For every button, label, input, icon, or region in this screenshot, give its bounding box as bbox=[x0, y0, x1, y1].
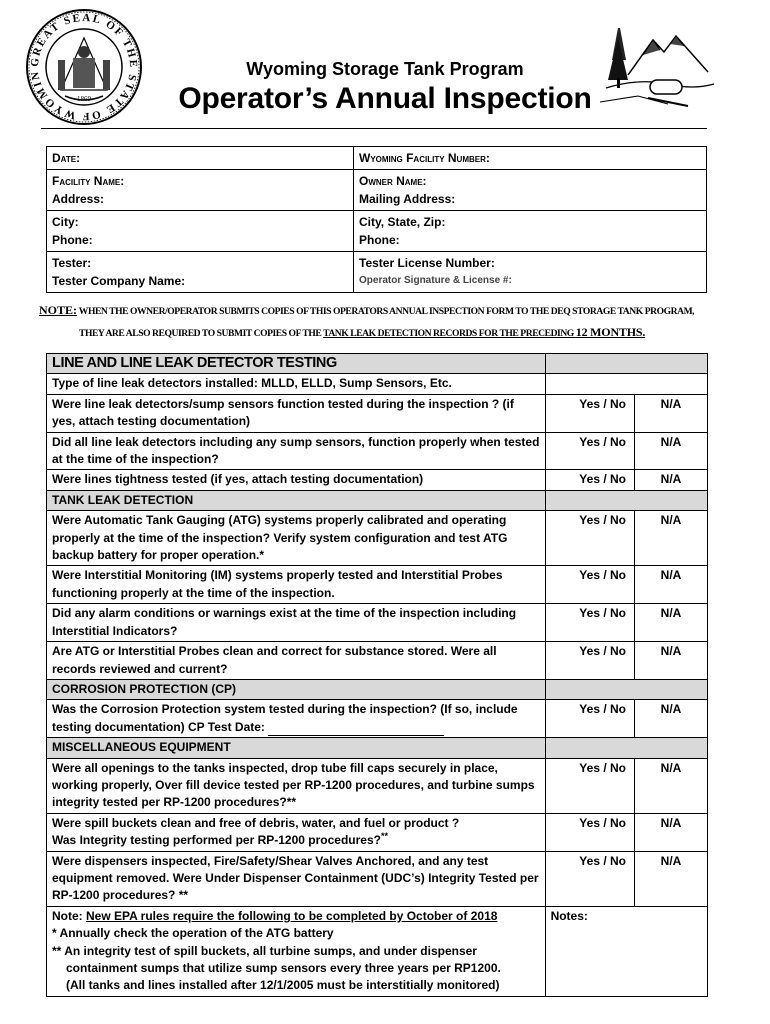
table-row bbox=[47, 511, 708, 566]
footnote-mark: ** bbox=[380, 831, 388, 842]
facility-name-label: Facility Name: bbox=[52, 174, 125, 188]
facility-info-table bbox=[46, 146, 707, 293]
program-name: Wyoming Storage Tank Program bbox=[246, 59, 524, 79]
cp-test-date-field[interactable] bbox=[268, 723, 444, 736]
table-row bbox=[47, 906, 708, 996]
section-misc-title: MISCELLANEOUS EQUIPMENT bbox=[47, 738, 546, 758]
epa-rules-note bbox=[47, 906, 546, 996]
note-line-2a: THEY ARE ALSO REQUIRED TO SUBMIT COPIES OF THE bbox=[79, 328, 324, 339]
date-label: Date: bbox=[52, 151, 81, 165]
question-text: Did any alarm conditions or warnings exist at the time of the inspection including Interstitial Indicators? bbox=[47, 604, 546, 642]
epa-rule-integrity: ** An integrity test of spill buckets, all turbine sumps, and under dispenser bbox=[52, 943, 477, 958]
question-text: Are ATG or Interstitial Probes clean and correct for substance stored. Were all records reviewed and current? bbox=[47, 642, 546, 680]
table-row bbox=[47, 432, 708, 470]
notes-field[interactable] bbox=[545, 906, 707, 996]
note-label: NOTE: bbox=[39, 303, 78, 317]
seal-year: 1869 bbox=[77, 95, 91, 103]
city-label: City: bbox=[52, 215, 79, 229]
facility-name-field[interactable] bbox=[47, 170, 354, 211]
tester-license-label: Tester License Number: bbox=[359, 256, 495, 270]
na-option[interactable]: N/A bbox=[634, 642, 707, 680]
section-header-blank bbox=[545, 354, 707, 374]
question-detector-type: Type of line leak detectors installed: MLLD, ELLD, Sump Sensors, Etc. bbox=[47, 374, 546, 394]
operator-signature-label: Operator Signature & License #: bbox=[359, 275, 512, 286]
question-text: Was the Corrosion Protection system tested during the inspection? (If so, include testing documentation) CP Test Date: bbox=[52, 702, 518, 734]
na-option[interactable]: N/A bbox=[634, 851, 707, 906]
table-row bbox=[47, 374, 708, 394]
na-option[interactable]: N/A bbox=[634, 758, 707, 813]
question-text: Was Integrity testing performed per RP-1200 procedures? bbox=[52, 833, 381, 848]
mailing-address-label: Mailing Address: bbox=[359, 192, 456, 206]
city-state-zip-label: City, State, Zip: bbox=[359, 215, 446, 229]
question-text: Were line leak detectors/sump sensors function tested during the inspection ? (if yes, attach testing documentation) bbox=[47, 394, 546, 432]
tester-label: Tester: bbox=[52, 256, 92, 270]
submission-note bbox=[39, 300, 739, 344]
detector-type-answer[interactable] bbox=[545, 374, 707, 394]
question-spill-buckets bbox=[47, 813, 546, 851]
question-text: Were Interstitial Monitoring (IM) systems properly tested and Interstitial Probes functioning properly at the time of the inspection. bbox=[47, 566, 546, 604]
yes-no-option[interactable]: Yes / No bbox=[545, 604, 634, 642]
note-line-1: WHEN THE OWNER/OPERATOR SUBMITS COPIES OF THIS OPERATORS ANNUAL INSPECTION FORM TO THE DEQ STORAGE TANK PROGRAM, bbox=[78, 306, 695, 317]
owner-name-field[interactable] bbox=[354, 170, 707, 211]
yes-no-option[interactable]: Yes / No bbox=[545, 566, 634, 604]
na-option[interactable]: N/A bbox=[634, 394, 707, 432]
tester-license-field[interactable] bbox=[354, 252, 707, 293]
yes-no-option[interactable]: Yes / No bbox=[545, 700, 634, 738]
section-header-blank bbox=[545, 490, 707, 510]
section-tank-leak-title: TANK LEAK DETECTION bbox=[47, 490, 546, 510]
question-text: Were all openings to the tanks inspected, drop tube fill caps securely in place, working properly, Over fill device tested per RP-1200 procedures, and turbine sumps integrity tested per RP-1200 procedures?** bbox=[47, 758, 546, 813]
city-state-zip-field[interactable] bbox=[354, 211, 707, 252]
na-option[interactable]: N/A bbox=[634, 470, 707, 490]
page-title: Operator’s Annual Inspection bbox=[178, 82, 592, 115]
table-row bbox=[47, 642, 708, 680]
note-line-2b: TANK LEAK DETECTION RECORDS FOR THE PRECEDING bbox=[323, 328, 576, 339]
table-row bbox=[47, 566, 708, 604]
question-text: Were lines tightness tested (if yes, attach testing documentation) bbox=[47, 470, 546, 490]
address-label: Address: bbox=[52, 192, 105, 206]
section-line-leak bbox=[47, 354, 708, 374]
question-cp bbox=[47, 700, 546, 738]
epa-rule-battery: * Annually check the operation of the ATG battery bbox=[52, 926, 334, 941]
table-row bbox=[47, 700, 708, 738]
table-row bbox=[47, 851, 708, 906]
table-row bbox=[47, 813, 708, 851]
facility-number-label: Wyoming Facility Number: bbox=[359, 151, 490, 165]
date-field[interactable] bbox=[47, 147, 354, 170]
city-field[interactable] bbox=[47, 211, 354, 252]
na-option[interactable]: N/A bbox=[634, 432, 707, 470]
table-row bbox=[47, 758, 708, 813]
tester-company-label: Tester Company Name: bbox=[52, 274, 186, 288]
na-option[interactable]: N/A bbox=[634, 566, 707, 604]
header-divider bbox=[41, 128, 707, 129]
yes-no-option[interactable]: Yes / No bbox=[545, 511, 634, 566]
section-corrosion bbox=[47, 679, 708, 699]
section-tank-leak bbox=[47, 490, 708, 510]
facility-number-field[interactable] bbox=[354, 147, 707, 170]
question-text: Were dispensers inspected, Fire/Safety/Shear Valves Anchored, and any test equipment removed. Were Under Dispenser Containment (UDC’s) Integrity Tested per RP-1200 procedures? ** bbox=[47, 851, 546, 906]
question-text: Were Automatic Tank Gauging (ATG) systems properly calibrated and operating properly at the time of the inspection? Verify system configuration and test ATG backup battery for proper operation.* bbox=[47, 511, 546, 566]
note-prefix: Note: bbox=[52, 908, 86, 923]
epa-rule-integrity-cont: containment sumps that utilize sump sensors every three years per RP1200. bbox=[66, 961, 501, 975]
section-misc bbox=[47, 738, 708, 758]
yes-no-option[interactable]: Yes / No bbox=[545, 432, 634, 470]
section-corrosion-title: CORROSION PROTECTION (CP) bbox=[47, 679, 546, 699]
na-option[interactable]: N/A bbox=[634, 700, 707, 738]
question-text: Did all line leak detectors including any sump sensors, function properly when tested at the time of the inspection? bbox=[47, 432, 546, 470]
section-header-blank bbox=[545, 679, 707, 699]
owner-phone-label: Phone: bbox=[359, 233, 400, 247]
yes-no-option[interactable]: Yes / No bbox=[545, 394, 634, 432]
na-option[interactable]: N/A bbox=[634, 813, 707, 851]
table-row bbox=[47, 604, 708, 642]
table-row bbox=[47, 394, 708, 432]
yes-no-option[interactable]: Yes / No bbox=[545, 642, 634, 680]
na-option[interactable]: N/A bbox=[634, 511, 707, 566]
epa-rule-interstitial: (All tanks and lines installed after 12/1/2005 must be interstitially monitored) bbox=[66, 978, 500, 993]
na-option[interactable]: N/A bbox=[634, 604, 707, 642]
notes-label: Notes: bbox=[550, 908, 588, 923]
epa-rule-heading: New EPA rules require the following to be completed by October of 2018 bbox=[86, 908, 498, 923]
inspection-checklist-table bbox=[46, 353, 708, 997]
owner-name-label: Owner Name: bbox=[359, 174, 427, 188]
yes-no-option[interactable]: Yes / No bbox=[545, 470, 634, 490]
tester-field[interactable] bbox=[47, 252, 354, 293]
phone-label: Phone: bbox=[52, 233, 93, 247]
yes-no-option[interactable]: Yes / No bbox=[545, 851, 634, 906]
yes-no-option[interactable]: Yes / No bbox=[545, 813, 634, 851]
section-line-leak-title: LINE AND LINE LEAK DETECTOR TESTING bbox=[47, 354, 546, 374]
note-line-2c: 12 MONTHS. bbox=[575, 325, 646, 339]
table-row bbox=[47, 470, 708, 490]
section-header-blank bbox=[545, 738, 707, 758]
yes-no-option[interactable]: Yes / No bbox=[545, 758, 634, 813]
question-text: Were spill buckets clean and free of debris, water, and fuel or product ? bbox=[52, 815, 460, 830]
seal-text: GREAT SEAL OF THE STATE OF WYOMIN bbox=[28, 11, 140, 123]
